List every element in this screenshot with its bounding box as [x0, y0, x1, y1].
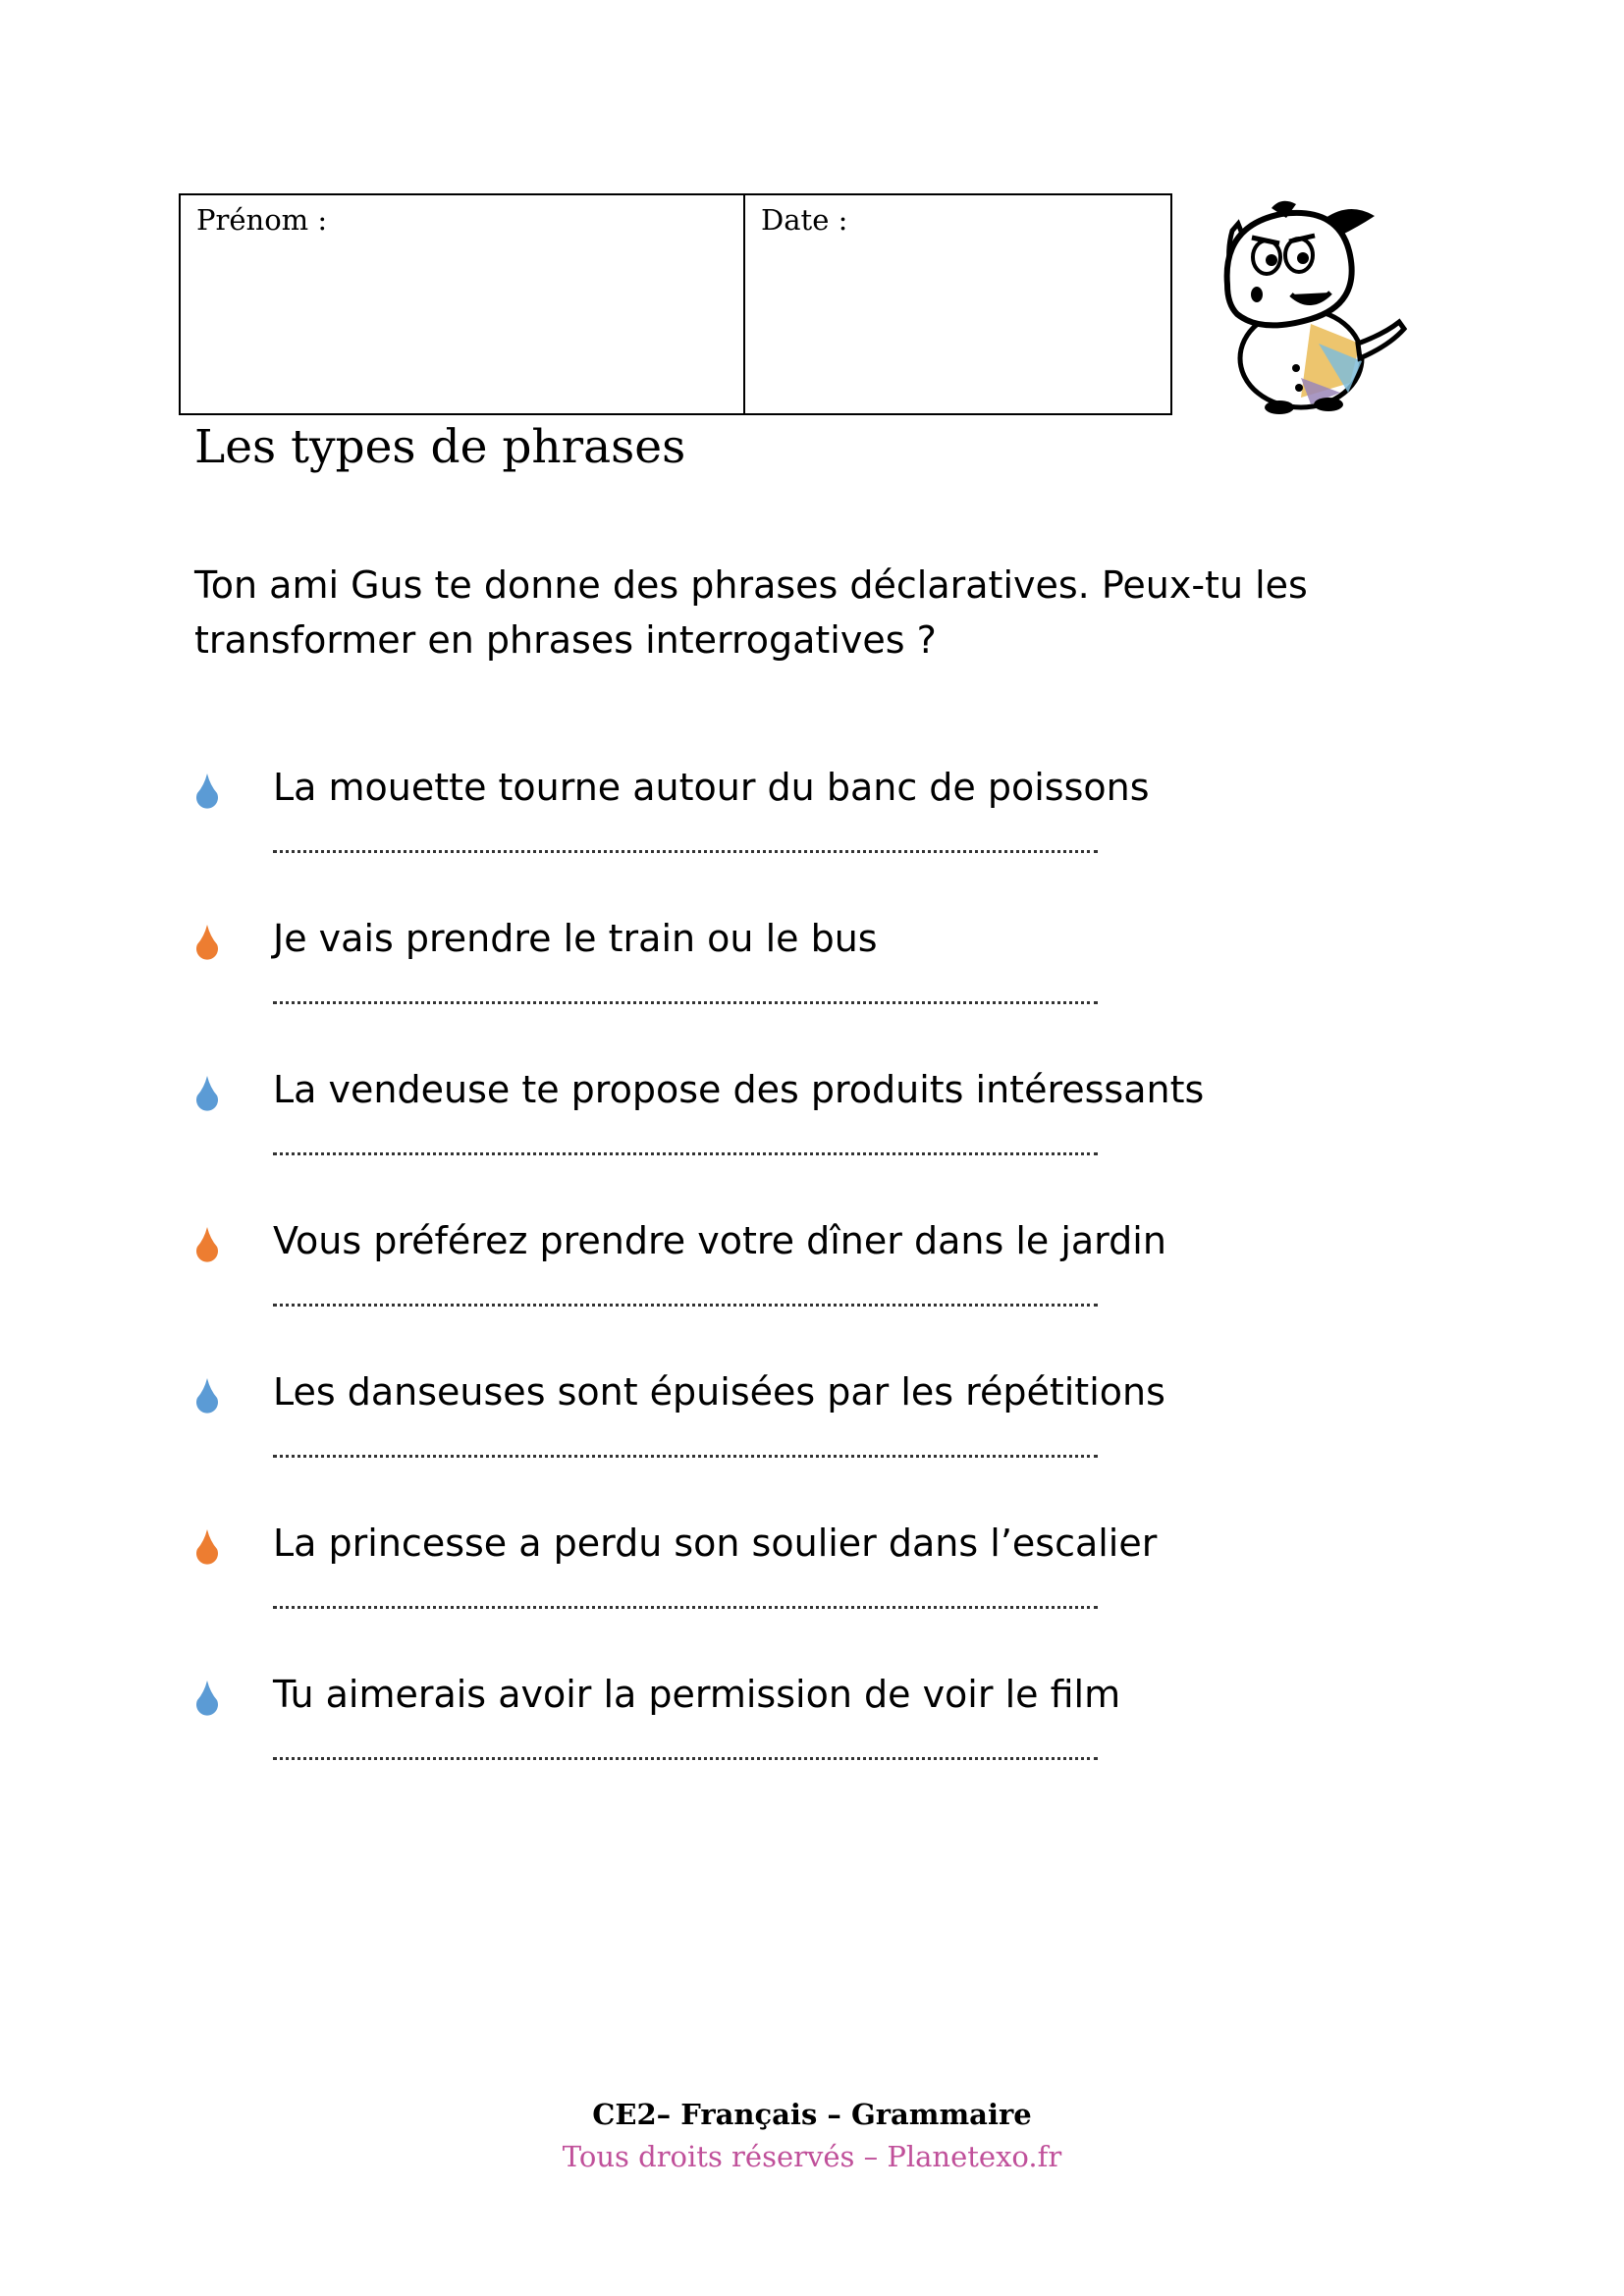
blue-drop-bullet-icon: [194, 1681, 220, 1716]
name-date-table: [179, 193, 1172, 415]
answer-line[interactable]: [273, 1757, 1098, 1760]
blue-drop-bullet-icon: [194, 774, 220, 809]
answer-line[interactable]: [273, 1152, 1098, 1155]
orange-drop-bullet-icon: [194, 1529, 220, 1565]
footer-copyright: Tous droits réservés – Planetexo.fr: [562, 2140, 1062, 2173]
list-item: [194, 909, 1373, 1060]
sentence-text: La princesse a perdu son soulier dans l’escalier: [273, 1522, 1158, 1565]
orange-drop-bullet-icon: [194, 1227, 220, 1262]
prenom-field[interactable]: [181, 195, 745, 413]
sentence-text: Vous préférez prendre votre dîner dans le jardin: [273, 1219, 1166, 1262]
sentence-text: Les danseuses sont épuisées par les répétitions: [273, 1370, 1165, 1414]
page-title: Les types de phrases: [194, 420, 686, 474]
list-item: [194, 1362, 1373, 1514]
answer-line[interactable]: [273, 1606, 1098, 1609]
answer-line[interactable]: [273, 1001, 1098, 1004]
sentence-text: Je vais prendre le train ou le bus: [273, 917, 878, 960]
list-item: [194, 1060, 1373, 1211]
answer-line[interactable]: [273, 850, 1098, 853]
answer-line[interactable]: [273, 1304, 1098, 1307]
footer-course: CE2– Français – Grammaire: [592, 2098, 1032, 2131]
exercise-instructions: Ton ami Gus te donne des phrases déclaratives. Peux-tu les transformer en phrases interrogatives ?: [194, 563, 1308, 662]
exercise-list: [194, 758, 1373, 1816]
gus-mascot-icon: [1203, 196, 1414, 417]
blue-drop-bullet-icon: [194, 1076, 220, 1111]
sentence-text: Tu aimerais avoir la permission de voir le film: [273, 1673, 1121, 1716]
list-item: [194, 1665, 1373, 1816]
sentence-text: La vendeuse te propose des produits intéressants: [273, 1068, 1205, 1111]
list-item: [194, 758, 1373, 909]
blue-drop-bullet-icon: [194, 1378, 220, 1414]
list-item: [194, 1514, 1373, 1665]
date-label: Date :: [761, 203, 848, 237]
date-field[interactable]: [745, 195, 1170, 413]
sentence-text: La mouette tourne autour du banc de poissons: [273, 766, 1150, 809]
answer-line[interactable]: [273, 1455, 1098, 1458]
list-item: [194, 1211, 1373, 1362]
prenom-label: Prénom :: [196, 203, 328, 237]
orange-drop-bullet-icon: [194, 925, 220, 960]
